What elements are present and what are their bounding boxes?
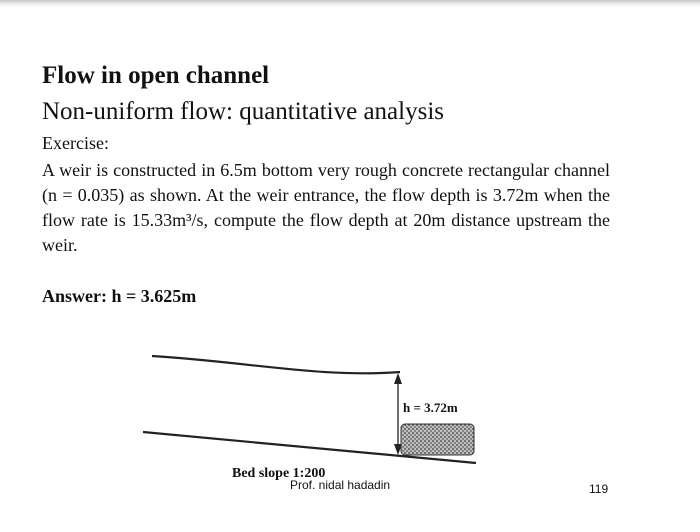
- answer-text: Answer: h = 3.625m: [42, 286, 197, 306]
- author-footer: Prof. nidal hadadin: [290, 478, 391, 492]
- exercise-text: A weir is constructed in 6.5m bottom very rough concrete rectangular channel (n = 0.035) as shown. At the weir entrance, the flow depth is 3.72m when the flow rate is 15.33m³/s, compute the flow depth at 20m distance upstream the weir.: [42, 160, 610, 255]
- slide-title: Flow in open channel: [42, 62, 270, 89]
- page-number: 119: [589, 482, 609, 496]
- bed-slope-label: Bed slope 1:200: [232, 466, 326, 481]
- slide-subtitle: Non-uniform flow: quantitative analysis: [42, 98, 445, 125]
- weir-block: [401, 424, 474, 455]
- depth-arrow-head-top: [394, 373, 402, 384]
- exercise-label: Exercise:: [42, 133, 109, 153]
- depth-label: h = 3.72m: [403, 400, 458, 415]
- water-surface-line: [152, 356, 400, 373]
